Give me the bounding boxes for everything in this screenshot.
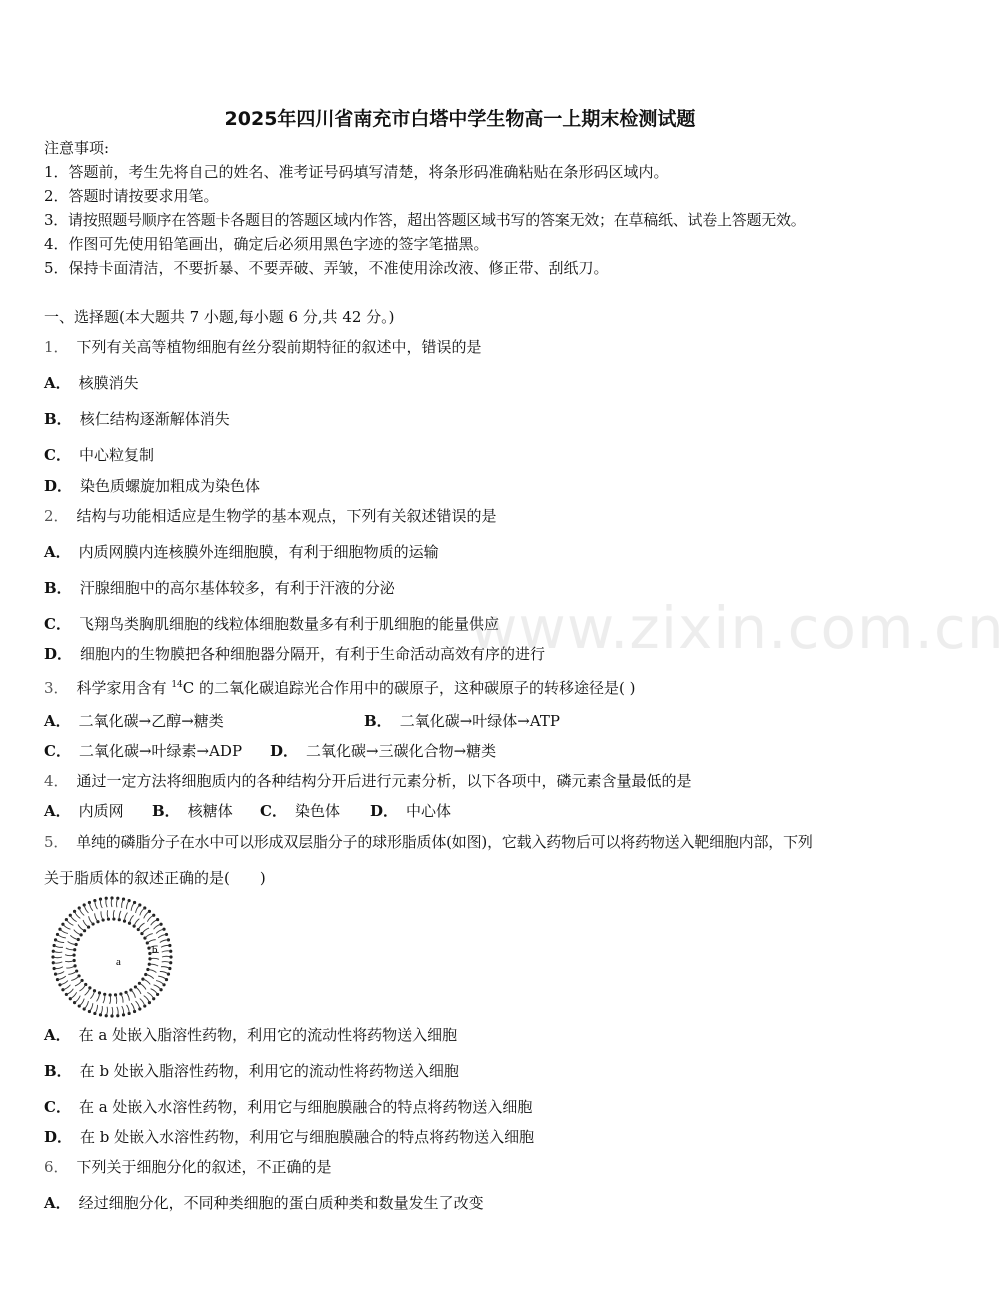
option-text: 中心粒复制 (78, 446, 154, 464)
option-letter: C． (260, 802, 287, 820)
q5-option-b (44, 1062, 459, 1080)
option-text: 中心体 (406, 802, 452, 820)
lipid-tail (121, 994, 123, 1003)
lipid-tail (127, 1005, 130, 1014)
lipid-tail (162, 956, 171, 957)
q1-option-a (44, 374, 139, 392)
lipid-tail (66, 966, 75, 968)
option-letter: D． (44, 645, 73, 663)
option-letter: C． (44, 742, 71, 760)
lipid-tail (126, 992, 129, 1000)
lipid-tail (107, 910, 108, 919)
lipid-tail (144, 911, 150, 918)
question-text: 结构与功能相适应是生物学的基本观点，下列有关叙述错误的是 (76, 507, 497, 525)
lipid-tail (122, 899, 124, 908)
notice-heading: 注意事项: (44, 139, 110, 157)
lipid-tail (89, 916, 93, 924)
question-number: 2． (44, 507, 69, 525)
lipid-tail (70, 935, 78, 939)
option-letter: C． (44, 615, 71, 633)
option-text: 二氧化碳→三碳化合物→糖类 (306, 742, 497, 760)
lipid-tail (74, 930, 81, 935)
option-letter: B． (152, 802, 180, 820)
option-letter: B． (364, 712, 392, 730)
question-2-stem (44, 507, 497, 525)
section-heading: 一、选择题(本大题共 7 小题,每小题 6 分,共 42 分。) (44, 308, 395, 326)
question-text: 科学家用含有 (76, 679, 172, 697)
lipid-tail (117, 898, 118, 907)
question-text: 单纯的磷脂分子在水中可以形成双层脂分子的球形脂质体(如图)，它载入药物后可以将药物送入靶细胞内部，下列 (76, 833, 813, 851)
lipid-tail (140, 908, 145, 915)
q4-option-b (152, 802, 233, 820)
question-3-stem (44, 676, 636, 697)
lipid-tail (160, 972, 169, 975)
lipid-tail (57, 976, 65, 979)
lipid-tail (53, 957, 62, 958)
option-text: 细胞内的生物膜把各种细胞器分隔开，有利于生命活动高效有序的进行 (80, 645, 546, 663)
lipid-tail (136, 905, 140, 913)
option-letter: C． (44, 446, 71, 464)
question-5-stem (44, 833, 813, 851)
option-letter: B． (44, 1062, 72, 1080)
lipid-tail (66, 920, 73, 926)
lipid-head (168, 967, 171, 970)
q3-option-c (44, 742, 242, 760)
lipid-tail (151, 989, 158, 995)
option-letter: A． (44, 1194, 71, 1212)
lipid-tail (156, 929, 164, 933)
option-text: 在 a 处嵌入水溶性药物，利用它与细胞膜融合的特点将药物送入细胞 (78, 1098, 533, 1116)
lipid-tail (129, 915, 133, 923)
lipid-tail (101, 911, 103, 920)
question-6-stem (44, 1158, 332, 1176)
lipid-tail (66, 989, 73, 995)
lipid-tail (83, 920, 89, 927)
q3-option-b (364, 712, 560, 730)
lipid-tail (162, 962, 171, 963)
option-text: 汗腺细胞中的高尔基体较多，有利于汗液的分泌 (79, 579, 395, 597)
page-title: 2025年四川省南充市白塔中学生物高一上期末检测试题 (224, 108, 696, 130)
option-letter: A． (44, 712, 71, 730)
lipid-tail (146, 974, 154, 978)
lipid-tail (112, 1007, 113, 1016)
lipid-tail (75, 996, 81, 1003)
option-text: 二氧化碳→叶绿体→ATP (399, 712, 560, 730)
lipid-tail (71, 976, 79, 980)
q5-option-d (44, 1128, 534, 1146)
lipid-tail (144, 996, 150, 1003)
lipid-tail (68, 971, 76, 974)
option-letter: A． (44, 802, 71, 820)
lipid-tail (70, 992, 76, 998)
lipid-tail (53, 951, 62, 952)
lipid-tail (138, 923, 144, 929)
lipid-tail (158, 934, 166, 937)
lipid-tail (116, 995, 117, 1004)
lipid-tail (106, 1007, 107, 1016)
option-text: 二氧化碳→叶绿素→ADP (78, 742, 243, 760)
option-text: 在 b 处嵌入脂溶性药物，利用它的流动性将药物送入细胞 (79, 1062, 459, 1080)
option-letter: B． (44, 410, 72, 428)
lipid-tail (156, 981, 164, 985)
lipid-tail (65, 961, 74, 962)
lipid-tail (143, 979, 150, 984)
lipid-tail (85, 988, 90, 995)
lipid-head (53, 944, 56, 947)
lipid-tail (127, 901, 130, 910)
q1-option-b (44, 410, 230, 428)
lipid-tail (147, 915, 153, 921)
question-number: 1． (44, 338, 69, 356)
lipid-tail (95, 913, 98, 921)
lipid-tail (79, 984, 85, 990)
notice-item: 1．答题前，考生先将自己的姓名、准考证号码填写清楚，将条形码准确粘贴在条形码区域内。 (44, 163, 669, 181)
label-b: b (152, 944, 158, 956)
option-text: 在 a 处嵌入脂溶性药物，利用它的流动性将药物送入细胞 (78, 1026, 458, 1044)
notice-item: 4．作图可先使用铅笔画出，确定后必须用黑色字迹的签字笔描黑。 (44, 235, 489, 253)
option-text: 内质网膜内连核膜外连细胞膜，有利于细胞物质的运输 (78, 543, 439, 561)
lipid-tail (95, 1005, 98, 1014)
lipid-tail (56, 940, 65, 943)
option-letter: A． (44, 1026, 71, 1044)
option-letter: D． (44, 1128, 73, 1146)
option-text: 二氧化碳→乙醇→糖类 (78, 712, 224, 730)
q3-option-a (44, 712, 224, 730)
isotope-superscript: 14 (171, 680, 183, 690)
lipid-tail (161, 967, 170, 969)
question-number: 5． (44, 833, 69, 851)
option-letter: A． (44, 543, 71, 561)
question-text: 下列关于细胞分化的叙述，不正确的是 (76, 1158, 332, 1176)
liposome-diagram (46, 895, 178, 1019)
lipid-tail (135, 987, 141, 994)
lipid-tail (136, 1001, 140, 1009)
lipid-head (83, 929, 86, 932)
option-letter: D． (44, 477, 73, 495)
q1-option-c (44, 446, 154, 464)
option-text: 核膜消失 (78, 374, 139, 392)
phospholipid-bilayer (51, 896, 172, 1017)
option-text: 经过细胞分化，不同种类细胞的蛋白质种类和数量发生了改变 (78, 1194, 484, 1212)
lipid-tail (68, 942, 76, 945)
option-text: 染色体 (294, 802, 340, 820)
lipid-tail (70, 915, 76, 921)
lipid-tail (57, 934, 65, 937)
q4-option-a (44, 802, 124, 820)
lipid-tail (131, 990, 135, 998)
lipid-tail (90, 991, 94, 999)
lipid-tail (145, 934, 153, 938)
question-1-stem (44, 338, 482, 356)
lipid-tail (111, 898, 112, 907)
option-text: 核糖体 (187, 802, 233, 820)
lipid-tail (131, 902, 134, 910)
lipid-tail (131, 1003, 134, 1011)
lipid-tail (95, 901, 98, 910)
q2-option-a (44, 543, 439, 561)
watermark: www.zixin.com.cn (470, 594, 1005, 662)
question-text: 通过一定方法将细胞质内的各种结构分开后进行元素分析，以下各项中，磷元素含量最低的是 (76, 772, 692, 790)
notice-item: 5．保持卡面清洁，不要折暴、不要弄破、弄皱，不准使用涂改液、修正带、刮纸刀。 (44, 259, 609, 277)
q5-option-c (44, 1098, 532, 1116)
lipid-tail (134, 919, 139, 926)
notice-item: 2．答题时请按要求用笔。 (44, 187, 219, 205)
option-text: 内质网 (78, 802, 124, 820)
option-letter: C． (44, 1098, 71, 1116)
lipid-tail (79, 908, 84, 915)
q2-option-b (44, 579, 395, 597)
option-letter: D． (370, 802, 399, 820)
lipid-tail (125, 913, 128, 921)
lipid-tail (79, 999, 84, 1006)
lipid-head (84, 983, 87, 986)
lipid-tail (140, 999, 145, 1006)
lipid-tail (147, 940, 155, 943)
question-4-stem (44, 772, 692, 790)
lipid-tail (89, 1003, 92, 1011)
lipid-tail (60, 981, 68, 985)
lipid-tail (154, 924, 161, 929)
lipid-tail (89, 902, 92, 910)
lipid-tail (158, 976, 166, 979)
lipid-tail (97, 993, 100, 1001)
option-text: 核仁结构逐渐解体消失 (79, 410, 230, 428)
lipid-tail (139, 983, 145, 989)
question-text: 下列有关高等植物细胞有丝分裂前期特征的叙述中，错误的是 (76, 338, 482, 356)
question-number: 4． (44, 772, 69, 790)
option-letter: D． (270, 742, 299, 760)
lipid-tail (75, 911, 81, 918)
lipid-head (122, 898, 125, 901)
q4-option-c (260, 802, 340, 820)
option-letter: B． (44, 579, 72, 597)
lipid-tail (75, 980, 82, 986)
lipid-tail (100, 1006, 102, 1015)
lipid-tail (147, 992, 153, 998)
lipid-tail (160, 940, 169, 943)
q4-option-d (370, 802, 451, 820)
question-number: 3． (44, 679, 69, 697)
q2-option-c (44, 615, 499, 633)
label-a: a (116, 956, 121, 968)
lipid-tail (63, 924, 70, 929)
lipid-tail (84, 1001, 88, 1009)
lipid-tail (60, 929, 68, 933)
lipid-tail (63, 985, 70, 990)
lipid-tail (142, 928, 149, 934)
option-text: 染色质螺旋加粗成为染色体 (80, 477, 261, 495)
q3-option-d (270, 742, 496, 760)
lipid-tail (84, 905, 88, 913)
q6-option-a (44, 1194, 484, 1212)
lipid-tail (56, 972, 65, 975)
lipid-head (137, 928, 140, 931)
q2-option-d (44, 645, 545, 663)
lipid-tail (78, 924, 84, 930)
notice-item: 3．请按照题号顺序在答题卡各题目的答题区域内作答，超出答题区域书写的答案无效；在草稿纸、试卷上答题无效。 (44, 211, 806, 229)
lipid-tail (148, 970, 156, 973)
question-number: 6． (44, 1158, 69, 1176)
question-5-stem-cont: 关于脂质体的叙述正确的是( ) (44, 869, 266, 887)
q1-option-d (44, 477, 260, 495)
q5-option-a (44, 1026, 457, 1044)
option-text: 在 b 处嵌入水溶性药物，利用它与细胞膜融合的特点将药物送入细胞 (80, 1128, 535, 1146)
lipid-tail (154, 985, 161, 990)
option-letter: A． (44, 374, 71, 392)
lipid-tail (54, 945, 63, 947)
option-text: 飞翔鸟类胸肌细胞的线粒体细胞数量多有利于肌细胞的能量供应 (78, 615, 499, 633)
lipid-tail (151, 920, 158, 926)
question-text: C 的二氧化碳追踪光合作用中的碳原子，这种碳原子的转移途径是( ) (182, 679, 636, 697)
